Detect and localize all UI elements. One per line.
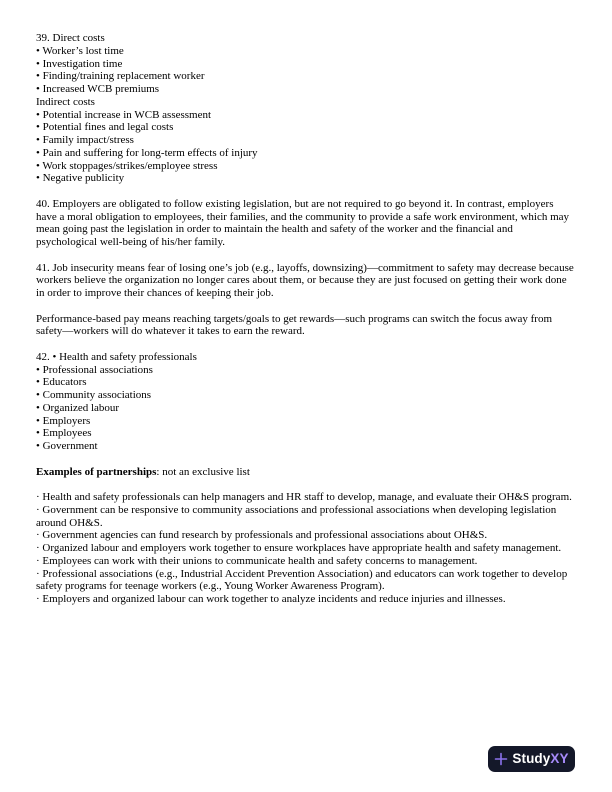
text-line: • Community associations — [36, 389, 152, 401]
brand-xy-text: XY — [550, 750, 569, 766]
section-41-job-insecurity — [36, 262, 576, 300]
text-line: • Finding/training replacement worker — [36, 70, 205, 83]
text-line: • Employees — [36, 427, 92, 440]
text-line: • Pain and suffering for long-term effects of injury — [36, 146, 258, 159]
text-line: • Family impact/stress — [36, 134, 134, 146]
examples-heading-line — [36, 466, 576, 479]
plus-icon-strokes — [496, 754, 507, 765]
studyxy-logo-badge — [488, 746, 575, 772]
text-line: • Increased WCB premiums — [36, 83, 160, 95]
performance-based-pay-paragraph — [36, 313, 576, 339]
text-line: • Work stoppages/strikes/employee stress — [36, 159, 218, 172]
paragraph-text: 40. Employers are obligated to follow existing legislation, but are not required to go beyond it. In contrast, employers have a moral obligation to employees, their families, and the community to provide a safe work environment, which may mean going past the legislation in order to maintain the health and safety of the worker and the financial and psychological well-being of his/her family. — [36, 197, 570, 248]
paragraph-text: 41. Job insecurity means fear of losing one’s job (e.g., layoffs, downsizing)—commitment to safety may decrease because workers believe the organization no longer cares about them, or because they are just focused on getting their work done in order to improve their chances of keeping their job. — [36, 261, 574, 299]
text-line: • Educators — [36, 376, 87, 389]
document-content — [36, 32, 576, 606]
text-line: • Potential fines and legal costs — [36, 121, 174, 134]
text-line: · Health and safety professionals can help managers and HR staff to develop, manage, and evaluate their OH&S program. — [36, 491, 572, 503]
text-line: • Potential increase in WCB assessment — [36, 108, 212, 121]
text-line: • Professional associations — [36, 363, 153, 376]
plus-icon — [494, 752, 508, 766]
section-40-employers-obligation — [36, 198, 576, 249]
text-line: · Organized labour and employers work together to ensure workplaces have appropriate health and safety management. — [36, 542, 562, 554]
text-line: • Government — [36, 440, 98, 452]
examples-heading — [36, 466, 576, 479]
brand-text — [512, 750, 569, 766]
text-line: · Employers and organized labour can work together to analyze incidents and reduce injuries and illnesses. — [36, 593, 506, 605]
examples-heading-rest: : not an exclusive list — [156, 465, 250, 478]
paragraph-text: Performance-based pay means reaching targets/goals to get rewards—such programs can switch the focus away from safety—workers will do whatever it takes to earn the reward. — [36, 312, 553, 338]
text-line: • Worker’s lost time — [36, 44, 124, 57]
section-42-partners-list — [36, 351, 576, 453]
text-line: · Government agencies can fund research by professionals and professional associations about OH&S. — [36, 529, 488, 542]
text-line: 42. • Health and safety professionals — [36, 350, 197, 363]
section-39-direct-costs — [36, 32, 576, 185]
partnership-examples-list — [36, 491, 576, 606]
text-line: · Professional associations (e.g., Industrial Accident Prevention Association) and educators can work together to develop safety programs for teenage workers (e.g., Young Worker Awareness Program). — [36, 567, 568, 593]
examples-heading-bold: Examples of partnerships — [36, 465, 157, 478]
text-line: · Employees can work with their unions to communicate health and safety concerns to management. — [36, 554, 478, 567]
text-line: • Employers — [36, 414, 91, 427]
text-line: • Investigation time — [36, 57, 123, 70]
brand-study-text: Study — [512, 750, 551, 766]
text-line: • Organized labour — [36, 401, 120, 414]
text-line: · Government can be responsive to community associations and professional associations when developing legislation around OH&S. — [36, 503, 557, 529]
text-line: Indirect costs — [36, 95, 95, 108]
text-line: 39. Direct costs — [36, 32, 105, 44]
text-line: • Negative publicity — [36, 172, 125, 185]
